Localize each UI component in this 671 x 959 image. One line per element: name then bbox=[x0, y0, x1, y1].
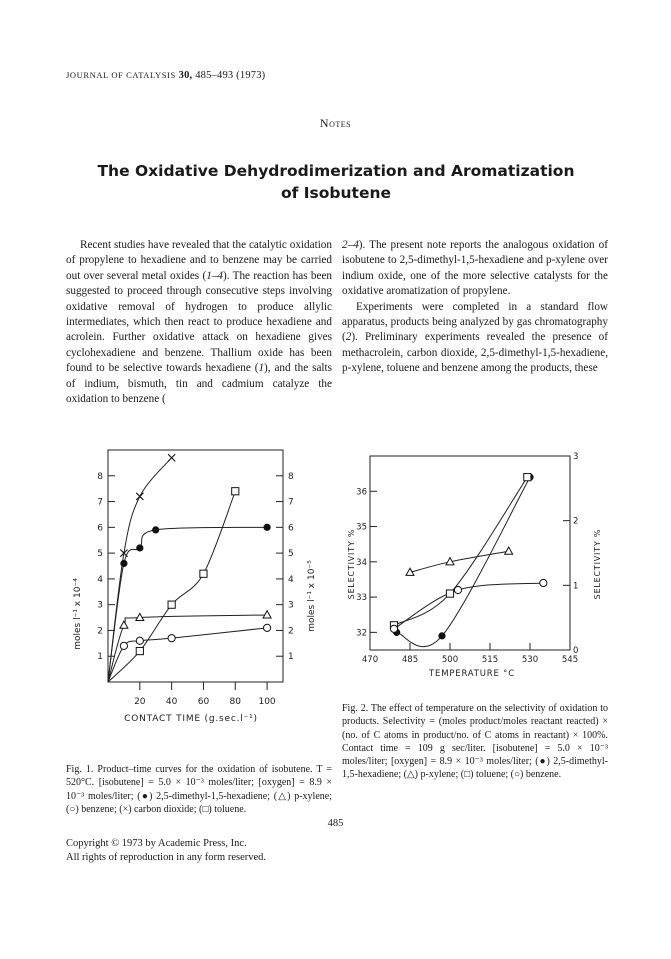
fig1-y-label-right: moles l⁻¹ x 10⁻⁵ bbox=[307, 560, 317, 632]
fig2-x-tick-label: 500 bbox=[441, 655, 459, 665]
fig1-x-tick-label: 40 bbox=[165, 697, 178, 707]
fig1-y-tick-label-left: 4 bbox=[97, 574, 103, 585]
fig2-y-tick-label-left: 32 bbox=[356, 628, 367, 639]
fig1-y-tick-label-right: 4 bbox=[288, 574, 294, 585]
fig2-y-label-right: SELECTIVITY % bbox=[593, 528, 602, 600]
fig2-point-open-circle bbox=[540, 579, 547, 586]
fig1-x-label: CONTACT TIME (g.sec.l⁻¹) bbox=[124, 714, 258, 724]
journal-pages: 485–493 (1973) bbox=[192, 70, 266, 81]
fig2-x-label: TEMPERATURE °C bbox=[429, 669, 515, 679]
fig2-y-label-left: SELECTIVITY % bbox=[347, 528, 356, 600]
fig2-y-tick-label-left: 35 bbox=[356, 522, 367, 533]
fig2-x-tick-label: 470 bbox=[361, 655, 379, 665]
figure-1-chart bbox=[66, 446, 332, 758]
figure-2-chart bbox=[342, 446, 608, 696]
fig1-point-square bbox=[168, 601, 175, 608]
journal-citation bbox=[66, 70, 265, 81]
fig1-point-cross bbox=[136, 493, 143, 500]
fig1-point-open-circle bbox=[263, 624, 270, 631]
fig1-y-tick-label-left: 5 bbox=[97, 549, 103, 560]
fig1-y-tick-label-left: 1 bbox=[97, 652, 103, 663]
paragraph-experimental: Experiments were completed in a standard flow apparatus, products being analyzed by gas chromatography (2). Preliminary experiments revealed the presence of methacrolein, carbon dioxide, 2,5-dimethyl-1,5-hexadiene, p-xylene, toluene and benzene among the products, these bbox=[342, 300, 608, 375]
fig1-y-label-left: moles l⁻¹ x 10⁻⁴ bbox=[73, 578, 83, 650]
fig2-series-line-1 bbox=[410, 551, 509, 572]
fig2-y-tick-label-right: 0 bbox=[573, 646, 579, 656]
article-title bbox=[66, 160, 606, 204]
fig1-y-tick-label-left: 7 bbox=[97, 497, 103, 508]
fig1-plot-frame bbox=[108, 450, 283, 682]
copyright-line-1: Copyright © 1973 by Academic Press, Inc. bbox=[66, 838, 247, 849]
fig1-y-tick-label-left: 3 bbox=[97, 600, 103, 611]
paragraph-intro: Recent studies have revealed that the catalytic oxidation of propylene to hexadiene and to benzene may be carried out over several metal oxides (1–4). The reaction has been suggested to proceed through consecutive steps involving oxidative removal of hydrogen to produce allylic intermediates, which then react to produce hexadiene and acrolein. Further oxidative attack on hexadiene gives cyclohexadiene and benzene. Thallium oxide has been found to be selective towards hexadiene (1), and the salts of indium, bismuth, tin and cadmium catalyze the oxidation to benzene ( bbox=[66, 239, 332, 406]
copyright-line-2: All rights of reproduction in any form reserved. bbox=[66, 852, 267, 863]
figure-1-caption: Fig. 1. Product–time curves for the oxidation of isobutene. T = 520°C. [isobutene] = 5.0 × 10⁻³ moles/liter; [oxygen] = 8.9 × 10⁻³ moles/liter; (●) 2,5-dimethyl-1,5-hexadiene; (△) p-xylene; (○) benzene; (×) carbon dioxide; (□) toluene. bbox=[66, 764, 332, 815]
fig1-point-open-circle bbox=[120, 642, 127, 649]
fig1-point-triangle bbox=[120, 621, 128, 628]
fig1-y-tick-label-right: 6 bbox=[288, 523, 294, 534]
fig2-x-tick-label: 545 bbox=[561, 655, 579, 665]
fig2-x-tick-label: 485 bbox=[401, 655, 419, 665]
fig1-point-square bbox=[232, 488, 239, 495]
fig1-y-tick-label-right: 8 bbox=[288, 471, 294, 482]
fig2-series-line-3 bbox=[394, 583, 543, 629]
fig2-point-open-circle bbox=[454, 586, 461, 593]
journal-volume: 30, bbox=[178, 70, 193, 81]
fig1-y-tick-label-right: 2 bbox=[288, 626, 294, 637]
fig1-point-square bbox=[200, 570, 207, 577]
fig2-y-tick-label-right: 2 bbox=[573, 516, 579, 527]
fig1-y-tick-label-right: 5 bbox=[288, 549, 294, 560]
fig2-y-tick-label-right: 3 bbox=[573, 452, 579, 462]
fig2-y-tick-label-left: 36 bbox=[356, 487, 367, 498]
fig2-plot-frame bbox=[370, 456, 570, 650]
fig1-point-filled-circle bbox=[136, 544, 143, 551]
fig1-y-tick-label-left: 6 bbox=[97, 523, 103, 534]
fig2-x-tick-label: 515 bbox=[481, 655, 499, 665]
fig1-point-filled-circle bbox=[120, 560, 127, 567]
fig1-y-tick-label-right: 1 bbox=[288, 652, 294, 663]
figure-2-caption: Fig. 2. The effect of temperature on the selectivity of oxidation to products. Selectivity = (moles product/moles reactant reacted) × (no. of C atoms in product/no. of C atoms in reactant) × 100%. Contact time = 109 g sec/liter. [isobutene] = 5.0 × 10⁻³ moles/liter; [oxygen] = 8.9 × 10⁻³ moles/liter; (●) 2,5-dimethyl-1,5-hexadiene; (△) p-xylene; (□) toluene; (○) benzene. bbox=[342, 703, 608, 781]
fig2-point-triangle bbox=[505, 547, 513, 554]
fig1-x-tick-label: 20 bbox=[134, 697, 146, 707]
title-line-1: The Oxidative Dehydrodimerization and Aromatization bbox=[97, 162, 575, 180]
fig1-point-open-circle bbox=[168, 635, 175, 642]
fig1-point-square bbox=[136, 647, 143, 654]
fig1-point-open-circle bbox=[136, 637, 143, 644]
paragraph-intro-cont: 2–4). The present note reports the analogous oxidation of isobutene to 2,5-dimethyl-1,5-hexadiene and p-xylene over indium oxide, one of the more selective catalysts for the oxidative aromatization of propylene. bbox=[342, 239, 608, 298]
fig2-x-tick-label: 530 bbox=[521, 655, 539, 665]
fig1-y-tick-label-right: 7 bbox=[288, 497, 294, 508]
fig2-y-tick-label-right: 1 bbox=[573, 581, 579, 592]
fig2-point-open-circle bbox=[390, 625, 397, 632]
journal-name: JOURNAL OF CATALYSIS bbox=[66, 70, 176, 80]
fig2-point-square bbox=[524, 474, 531, 481]
fig1-y-tick-label-right: 3 bbox=[288, 600, 294, 611]
page-number: 485 bbox=[327, 818, 344, 829]
fig1-series-line-0 bbox=[108, 527, 267, 682]
copyright-notice bbox=[66, 837, 266, 865]
fig1-x-tick-label: 60 bbox=[197, 697, 210, 707]
fig1-point-triangle bbox=[263, 611, 271, 618]
fig1-x-tick-label: 80 bbox=[229, 697, 241, 707]
section-heading: Notes bbox=[319, 116, 352, 130]
fig1-series-line-4 bbox=[108, 491, 235, 682]
title-line-2: of Isobutene bbox=[280, 184, 392, 202]
fig2-series-line-0 bbox=[397, 477, 530, 646]
fig2-point-filled-circle bbox=[438, 632, 445, 639]
fig1-series-line-1 bbox=[108, 615, 267, 682]
fig1-point-filled-circle bbox=[152, 526, 159, 533]
fig1-x-tick-label: 100 bbox=[258, 697, 276, 707]
fig2-y-tick-label-left: 33 bbox=[356, 593, 367, 604]
fig1-y-tick-label-left: 2 bbox=[97, 626, 103, 637]
fig2-y-tick-label-left: 34 bbox=[356, 557, 367, 568]
fig1-series-line-2 bbox=[108, 628, 267, 682]
fig1-y-tick-label-left: 8 bbox=[97, 471, 103, 482]
fig2-point-square bbox=[446, 590, 453, 597]
fig1-point-cross bbox=[168, 454, 175, 461]
body-right-column bbox=[342, 238, 608, 377]
fig1-point-filled-circle bbox=[263, 524, 270, 531]
body-left-column bbox=[66, 238, 332, 407]
